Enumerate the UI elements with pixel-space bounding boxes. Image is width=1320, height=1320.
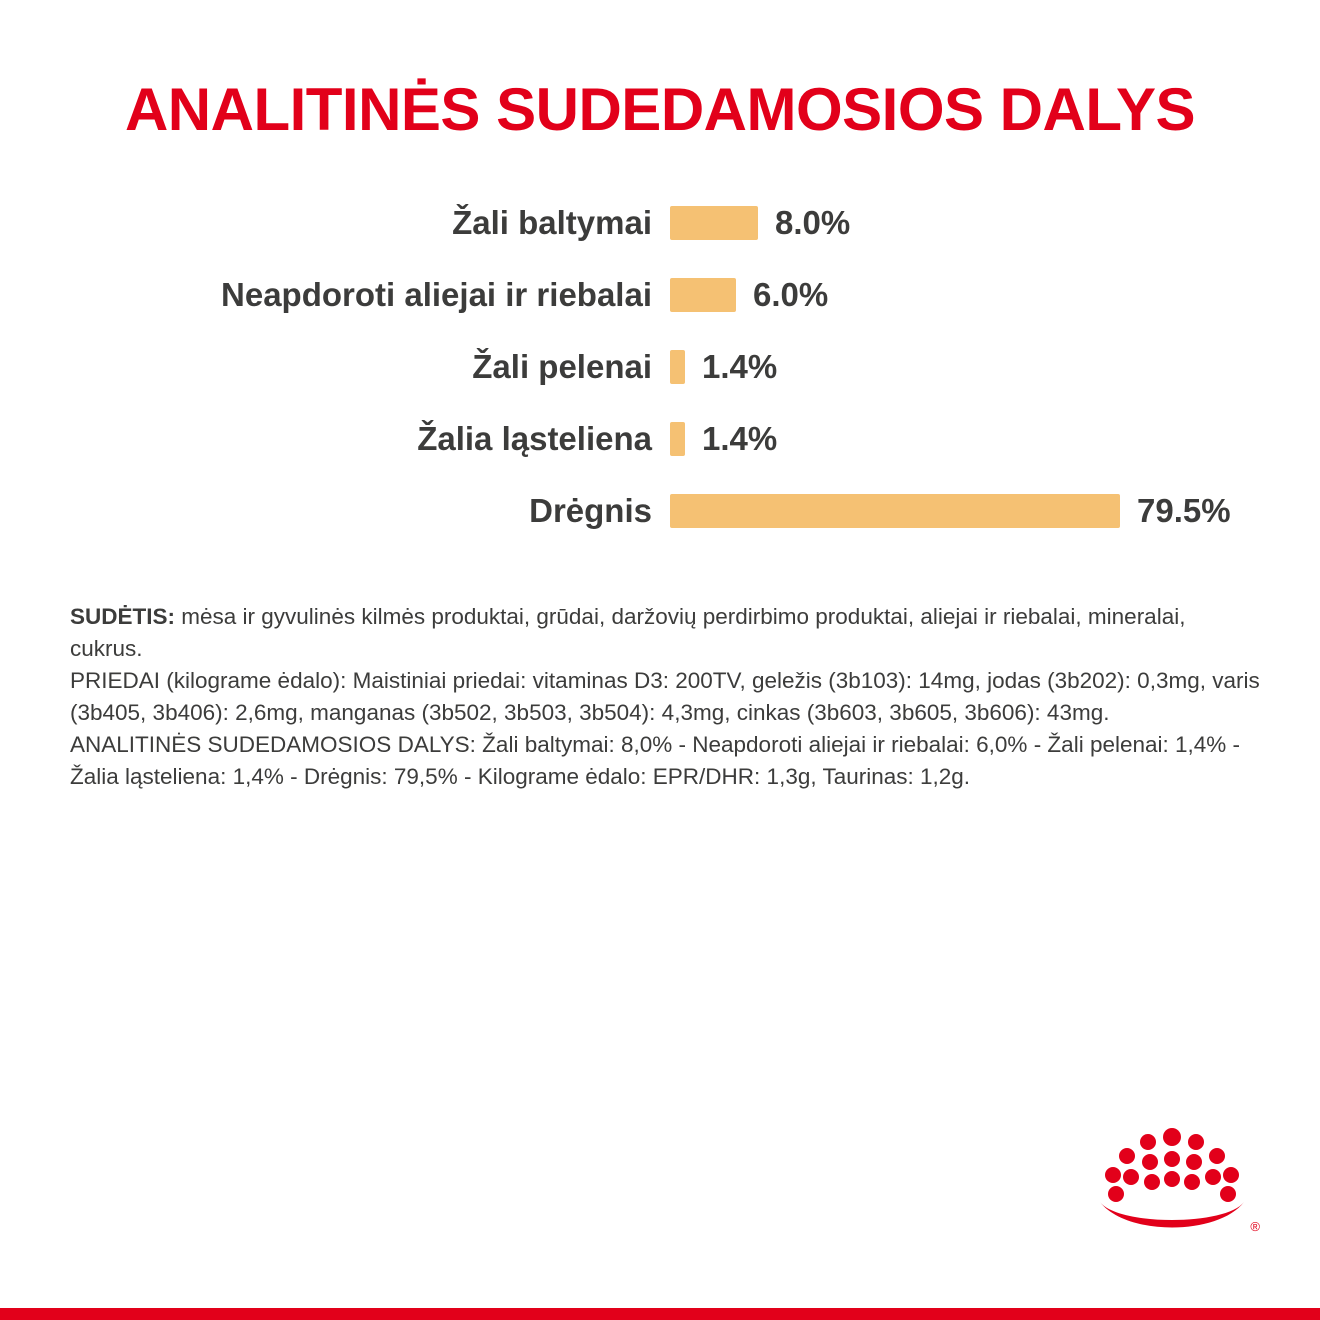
chart-row bbox=[70, 475, 1260, 547]
chart-row bbox=[70, 403, 1260, 475]
royal-canin-crown-logo bbox=[1086, 1128, 1258, 1238]
page-title: ANALITINĖS SUDEDAMOSIOS DALYS bbox=[124, 76, 1196, 143]
analytical-constituents-chart bbox=[0, 187, 1320, 547]
bottom-accent-bar bbox=[0, 1308, 1320, 1320]
composition-lead-label: SUDĖTIS: bbox=[70, 604, 176, 629]
chart-row-label: Neapdoroti aliejai ir riebalai bbox=[221, 276, 652, 313]
chart-bar-wrap bbox=[670, 204, 1260, 242]
chart-bar bbox=[670, 278, 736, 312]
chart-bar-wrap bbox=[670, 420, 1260, 458]
composition-line-3: ANALITINĖS SUDEDAMOSIOS DALYS: Žali baltymai: 8,0% - Neapdoroti aliejai ir riebalai: 6,0% - Žali pelenai: 1,4% - Žalia ląsteliena: 1,4% - Drėgnis: 79,5% - Kilograme ėdalo: EPR/DHR: 1,3g, Taurinas: 1,2g. bbox=[70, 731, 1241, 789]
composition-line-2: PRIEDAI (kilograme ėdalo): Maistiniai priedai: vitaminas D3: 200TV, geležis (3b103): 14mg, jodas (3b202): 0,3mg, varis (3b405, 3b406): 2,6mg, manganas (3b502, 3b503, 3b504): 4,3mg, cinkas (3b603, 3b605, 3b606): 43mg. bbox=[70, 667, 1260, 725]
chart-row-value: 8.0% bbox=[775, 204, 851, 241]
registered-mark: ® bbox=[1250, 1219, 1260, 1234]
chart-row bbox=[70, 331, 1260, 403]
chart-row bbox=[70, 187, 1260, 259]
chart-row-value: 1.4% bbox=[702, 420, 778, 457]
composition-line-1 bbox=[70, 601, 1260, 665]
chart-row-label: Drėgnis bbox=[529, 492, 652, 529]
chart-row-label: Žalia ląsteliena bbox=[417, 420, 652, 457]
chart-row-value: 1.4% bbox=[702, 348, 778, 385]
chart-bar-wrap bbox=[670, 348, 1260, 386]
chart-bar bbox=[670, 206, 758, 240]
chart-bar bbox=[670, 494, 1120, 528]
chart-row-label: Žali pelenai bbox=[472, 348, 652, 385]
composition-block bbox=[0, 601, 1320, 793]
chart-bar-wrap bbox=[670, 492, 1260, 530]
chart-row-label: Žali baltymai bbox=[452, 204, 652, 241]
chart-row-value: 6.0% bbox=[753, 276, 829, 313]
chart-bar bbox=[670, 422, 685, 456]
chart-row-value: 79.5% bbox=[1137, 492, 1231, 529]
composition-line-1-rest: mėsa ir gyvulinės kilmės produktai, grūdai, daržovių perdirbimo produktai, aliejai ir riebalai, mineralai, cukrus. bbox=[70, 604, 1186, 661]
chart-bar-wrap bbox=[670, 276, 1260, 314]
chart-bar bbox=[670, 350, 685, 384]
chart-row bbox=[70, 259, 1260, 331]
